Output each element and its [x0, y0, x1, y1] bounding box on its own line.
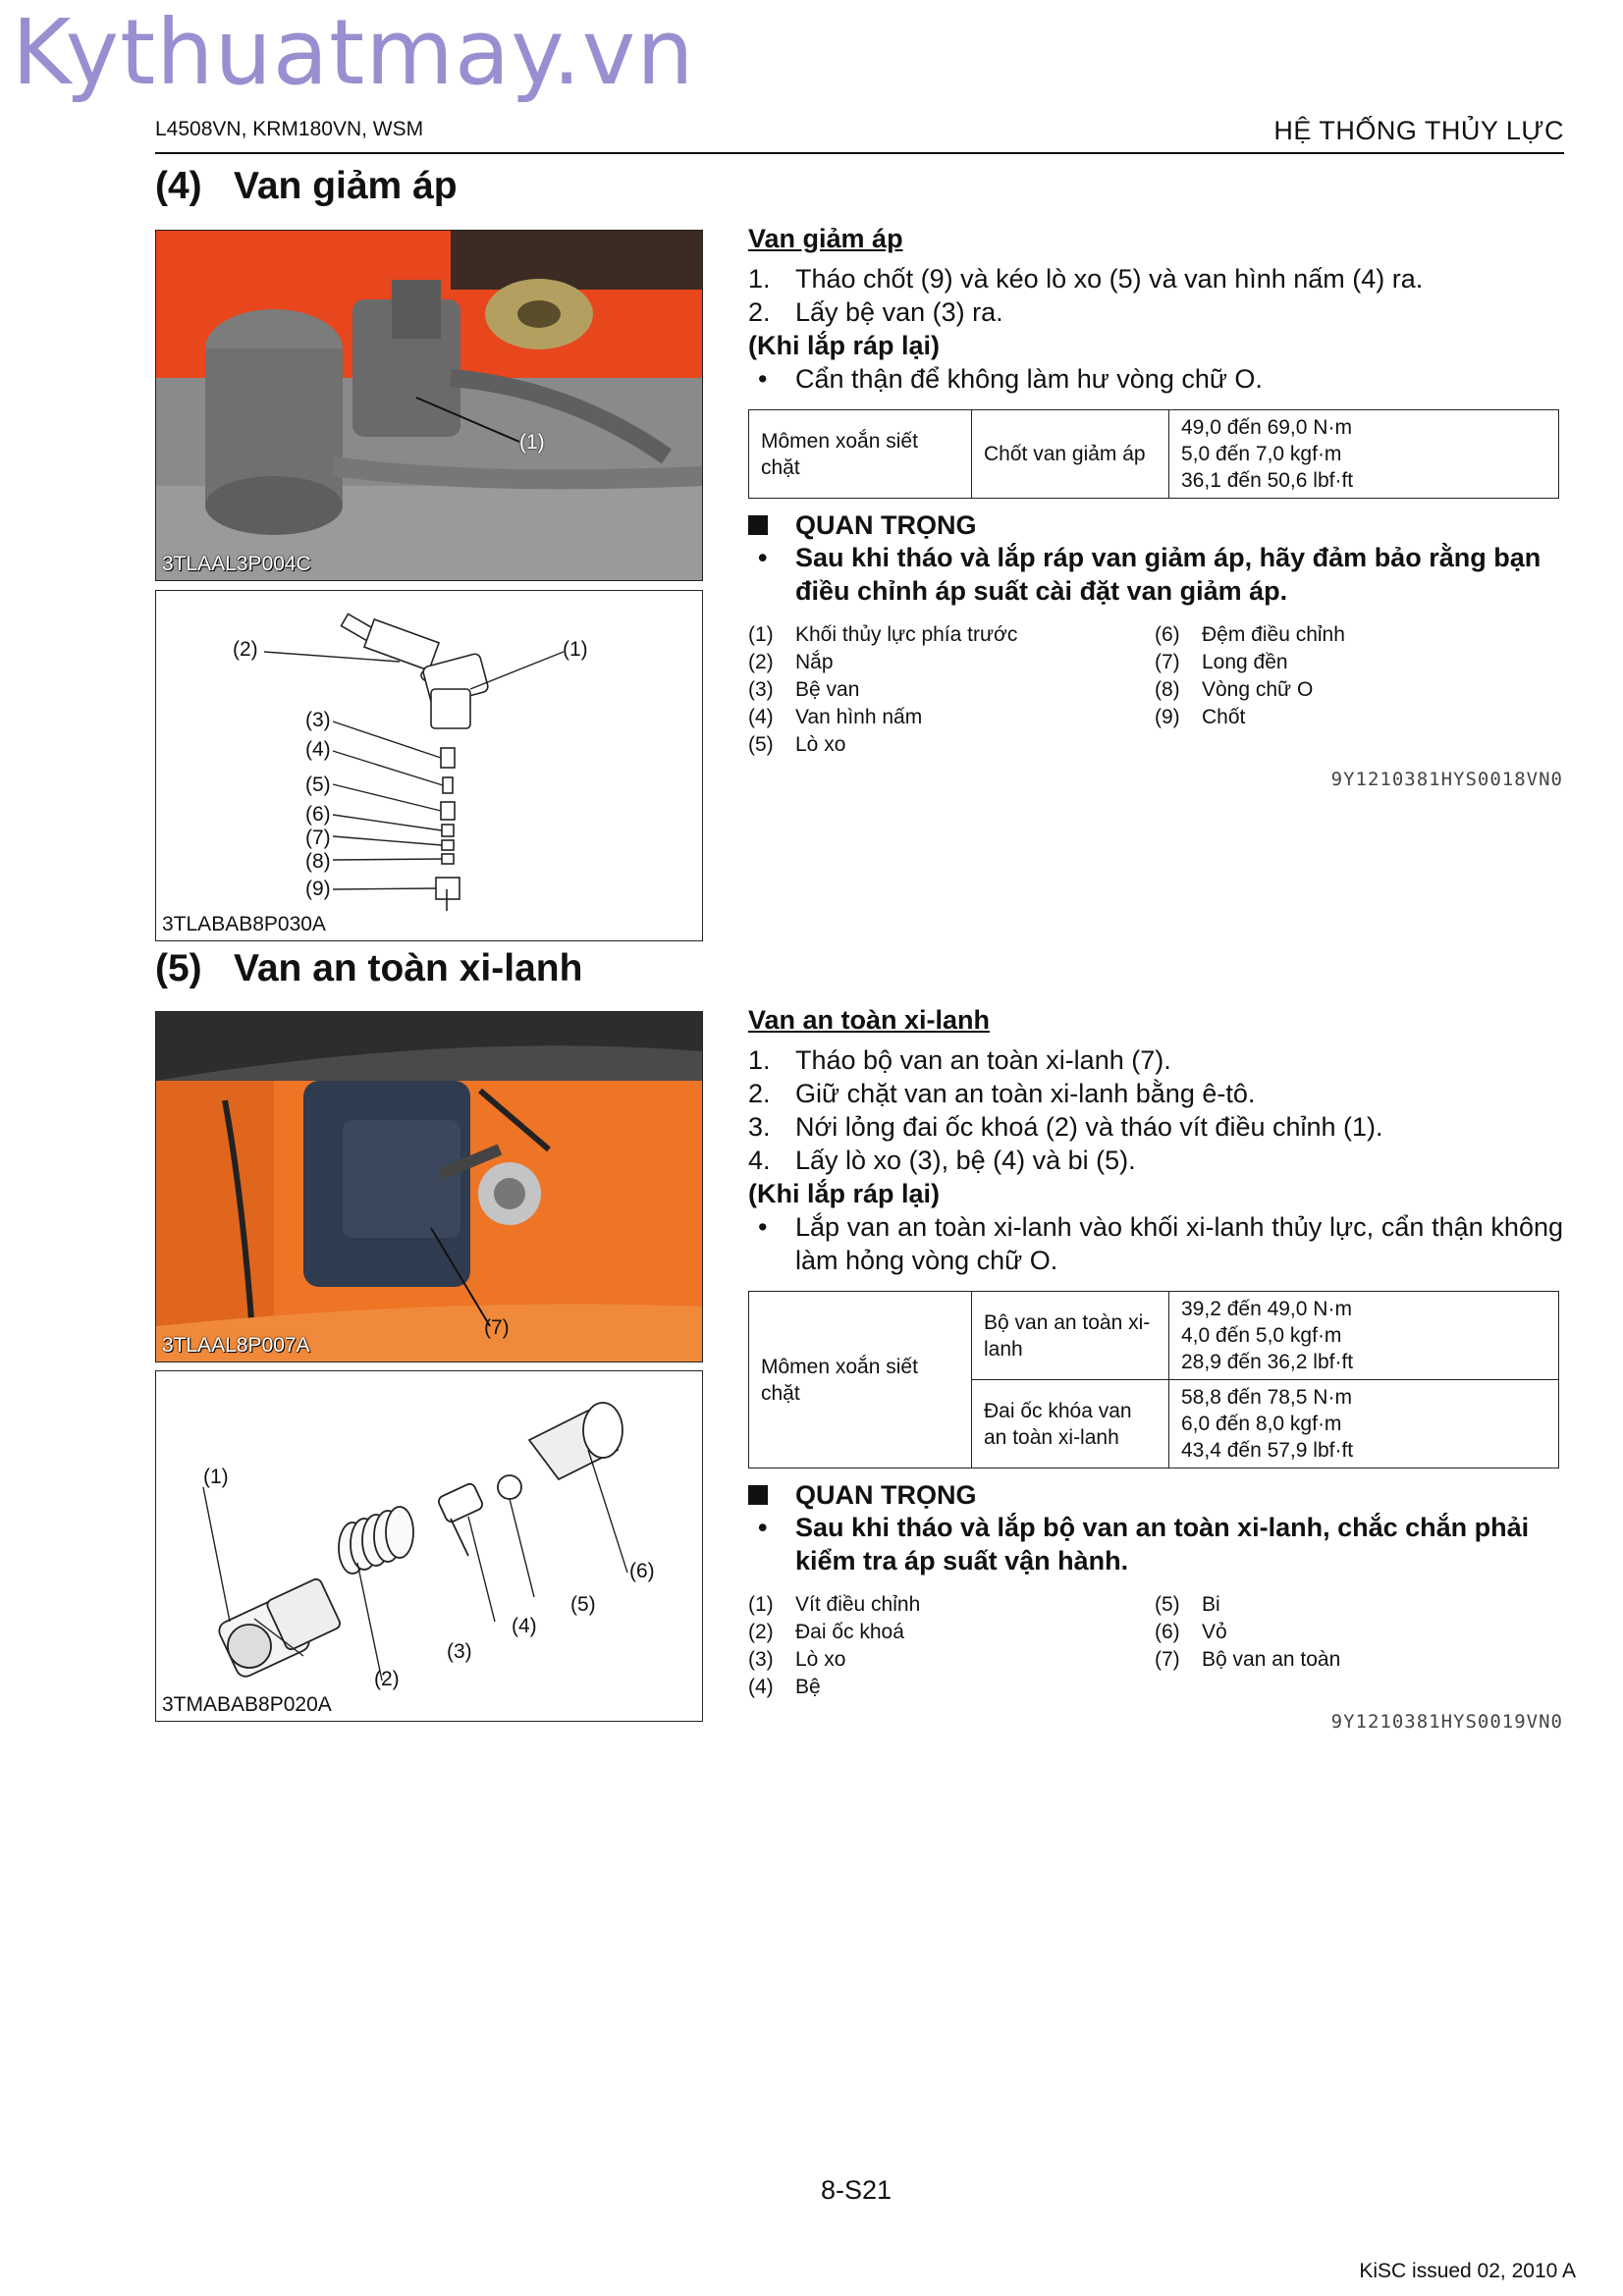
torque-value: 49,0 đến 69,0 N·m [1181, 416, 1352, 439]
section5-important [748, 1480, 1563, 1577]
drawing1-callout-7: (7) [305, 827, 331, 849]
step-item [748, 1110, 1563, 1144]
legend-item: (5) Lò xo [748, 733, 846, 756]
legend-item: (3) Lò xo [748, 1648, 846, 1671]
relief-valve-photo [155, 230, 703, 581]
torque-value: 5,0 đến 7,0 kgf·m [1181, 443, 1342, 465]
cylinder-safety-valve-photo-art [156, 1012, 702, 1362]
drawing1-callout-2: (2) [233, 638, 258, 661]
drawing1-callout-8: (8) [305, 850, 331, 873]
header-manual-codes: L4508VN, KRM180VN, WSM [155, 118, 424, 140]
legend-item: (3) Bệ van [748, 678, 860, 701]
square-bullet-icon [748, 1485, 768, 1505]
reassembly-bullet: • Lắp van an toàn xi-lanh vào khối xi-lanh thủy lực, cẩn thận không làm hỏng vòng chữ O. [758, 1212, 1563, 1275]
table-row [749, 1292, 1559, 1380]
important-heading: QUAN TRỌNG [795, 510, 977, 540]
section4-code: 9Y1210381HYS0018VN0 [1330, 769, 1563, 790]
torque-value: 4,0 đến 5,0 kgf·m [1181, 1324, 1342, 1347]
step-text: Lấy bệ van (3) ra. [795, 297, 1003, 327]
drawing1-callout-1: (1) [563, 638, 588, 661]
legend-item: (8) Vòng chữ O [1155, 678, 1314, 701]
cylinder-safety-valve-exploded-art [156, 1371, 702, 1721]
torque-value: 6,0 đến 8,0 kgf·m [1181, 1413, 1342, 1435]
torque-label-cell: Mômen xoắn siết chặt [749, 1292, 972, 1468]
drawing1-callout-6: (6) [305, 803, 331, 826]
drawing1-callout-9: (9) [305, 878, 331, 900]
reassembly-heading: (Khi lắp ráp lại) [748, 331, 941, 360]
section4-steps [748, 262, 1563, 396]
step-item [748, 1043, 1563, 1077]
step-number: 3. [748, 1112, 771, 1142]
important-bullet: • Sau khi tháo và lắp ráp van giảm áp, hãy đảm bảo rằng bạn điều chỉnh áp suất cài đặt van giảm áp. [748, 541, 1563, 608]
important-text: Sau khi tháo và lắp bộ van an toàn xi-lanh, chắc chắn phải kiểm tra áp suất vận hành. [795, 1513, 1530, 1575]
photo1-figure-id: 3TLAAL3P004C [162, 553, 311, 575]
legend-right-column [1155, 1591, 1449, 1701]
cylinder-safety-valve-photo [155, 1011, 703, 1362]
drawing1-figure-id: 3TLABAB8P030A [162, 913, 326, 935]
drawing2-callout-4: (4) [512, 1615, 537, 1637]
section5-code: 9Y1210381HYS0019VN0 [1330, 1711, 1563, 1733]
section5-number: (5) [155, 947, 202, 989]
legend-item: (1) Vít điều chỉnh [748, 1593, 921, 1616]
important-heading: QUAN TRỌNG [795, 1480, 977, 1510]
section5-content [748, 1005, 1563, 1733]
torque-value: 39,2 đến 49,0 N·m [1181, 1298, 1352, 1320]
bullet-text: Cẩn thận để không làm hư vòng chữ O. [795, 364, 1263, 394]
drawing2-callout-6: (6) [629, 1560, 655, 1582]
issue-note: KiSC issued 02, 2010 A [1359, 2260, 1576, 2282]
step-text: Tháo bộ van an toàn xi-lanh (7). [795, 1045, 1171, 1075]
section4-legend [748, 621, 1563, 759]
torque-part-cell: Đai ốc khóa van an toàn xi-lanh [972, 1380, 1169, 1468]
section4-content [748, 224, 1563, 790]
torque-values-cell [1169, 1292, 1559, 1380]
square-bullet-icon [748, 515, 768, 535]
drawing2-callout-1: (1) [203, 1466, 229, 1488]
step-item [748, 1077, 1563, 1110]
section5-title [155, 947, 582, 990]
legend-item: (4) Bệ [748, 1676, 821, 1698]
legend-item: (1) Khối thủy lực phía trước [748, 623, 1018, 646]
section5-torque-table [748, 1291, 1559, 1468]
watermark: Kythuatmay.vn [12, 0, 695, 105]
drawing1-callout-3: (3) [305, 709, 331, 731]
step-item [748, 1144, 1563, 1177]
torque-values-cell [1169, 410, 1559, 499]
torque-value: 43,4 đến 57,9 lbf·ft [1181, 1439, 1354, 1462]
photo2-figure-id: 3TLAAL8P007A [162, 1334, 310, 1357]
torque-value: 28,9 đến 36,2 lbf·ft [1181, 1351, 1354, 1373]
section4-subhead: Van giảm áp [748, 224, 903, 253]
section4-torque-table [748, 409, 1559, 499]
legend-item: (7) Bộ van an toàn [1155, 1648, 1341, 1671]
step-number: 4. [748, 1146, 771, 1175]
section5-title-text: Van an toàn xi-lanh [234, 947, 583, 989]
step-text: Giữ chặt van an toàn xi-lanh bằng ê-tô. [795, 1079, 1256, 1108]
legend-item: (7) Long đền [1155, 651, 1288, 673]
photo2-callout: (7) [484, 1316, 510, 1339]
legend-left-column [748, 621, 1155, 759]
torque-part-cell: Bộ van an toàn xi-lanh [972, 1292, 1169, 1380]
torque-part-cell: Chốt van giảm áp [972, 410, 1169, 499]
torque-value: 58,8 đến 78,5 N·m [1181, 1386, 1352, 1409]
drawing2-callout-2: (2) [374, 1668, 400, 1690]
section5-subhead: Van an toàn xi-lanh [748, 1005, 991, 1035]
legend-item: (4) Van hình nấm [748, 706, 923, 728]
drawing1-callout-4: (4) [305, 738, 331, 761]
legend-item: (2) Nắp [748, 651, 834, 673]
legend-item: (6) Đệm điều chỉnh [1155, 623, 1345, 646]
step-number: 2. [748, 297, 771, 327]
legend-right-column [1155, 621, 1449, 759]
important-bullet: • Sau khi tháo và lắp bộ van an toàn xi-lanh, chắc chắn phải kiểm tra áp suất vận hành. [748, 1511, 1563, 1577]
section4-important [748, 510, 1563, 608]
step-item [748, 295, 1563, 329]
step-number: 1. [748, 264, 771, 294]
step-number: 1. [748, 1045, 771, 1075]
drawing2-callout-5: (5) [570, 1593, 596, 1616]
step-text: Lấy lò xo (3), bệ (4) và bi (5). [795, 1146, 1136, 1175]
drawing1-callout-5: (5) [305, 774, 331, 796]
drawing2-callout-3: (3) [447, 1640, 472, 1663]
legend-left-column [748, 1591, 1155, 1701]
step-text: Nới lỏng đai ốc khoá (2) và tháo vít điều chỉnh (1). [795, 1112, 1383, 1142]
bullet-text: Lắp van an toàn xi-lanh vào khối xi-lanh thủy lực, cẩn thận không làm hỏng vòng chữ O. [795, 1212, 1563, 1275]
relief-valve-exploded-drawing [155, 590, 703, 941]
torque-label-cell: Mômen xoắn siết chặt [749, 410, 972, 499]
relief-valve-photo-art [156, 231, 702, 580]
step-number: 2. [748, 1079, 771, 1108]
section4-title-text: Van giảm áp [234, 165, 458, 207]
section5-legend [748, 1591, 1563, 1701]
cylinder-safety-valve-exploded-drawing [155, 1370, 703, 1722]
header-rule [155, 152, 1564, 154]
reassembly-heading: (Khi lắp ráp lại) [748, 1179, 941, 1208]
torque-values-cell [1169, 1380, 1559, 1468]
section4-number: (4) [155, 165, 202, 207]
legend-item: (2) Đai ốc khoá [748, 1621, 904, 1643]
drawing2-figure-id: 3TMABAB8P020A [162, 1693, 332, 1716]
step-item [748, 262, 1563, 295]
table-row [749, 410, 1559, 499]
torque-value: 36,1 đến 50,6 lbf·ft [1181, 469, 1354, 492]
section4-title [155, 165, 458, 208]
step-text: Tháo chốt (9) và kéo lò xo (5) và van hình nấm (4) ra. [795, 264, 1424, 294]
important-text: Sau khi tháo và lắp ráp van giảm áp, hãy đảm bảo rằng bạn điều chỉnh áp suất cài đặt van giảm áp. [795, 543, 1542, 606]
legend-item: (6) Vỏ [1155, 1621, 1227, 1643]
photo1-callout: (1) [519, 431, 545, 454]
header-chapter-title: HỆ THỐNG THỦY LỰC [1273, 116, 1564, 145]
reassembly-bullet: • Cẩn thận để không làm hư vòng chữ O. [758, 364, 1263, 394]
section5-steps [748, 1043, 1563, 1277]
page-number: 8-S21 [821, 2175, 893, 2205]
legend-item: (5) Bi [1155, 1593, 1220, 1616]
legend-item: (9) Chốt [1155, 706, 1246, 728]
